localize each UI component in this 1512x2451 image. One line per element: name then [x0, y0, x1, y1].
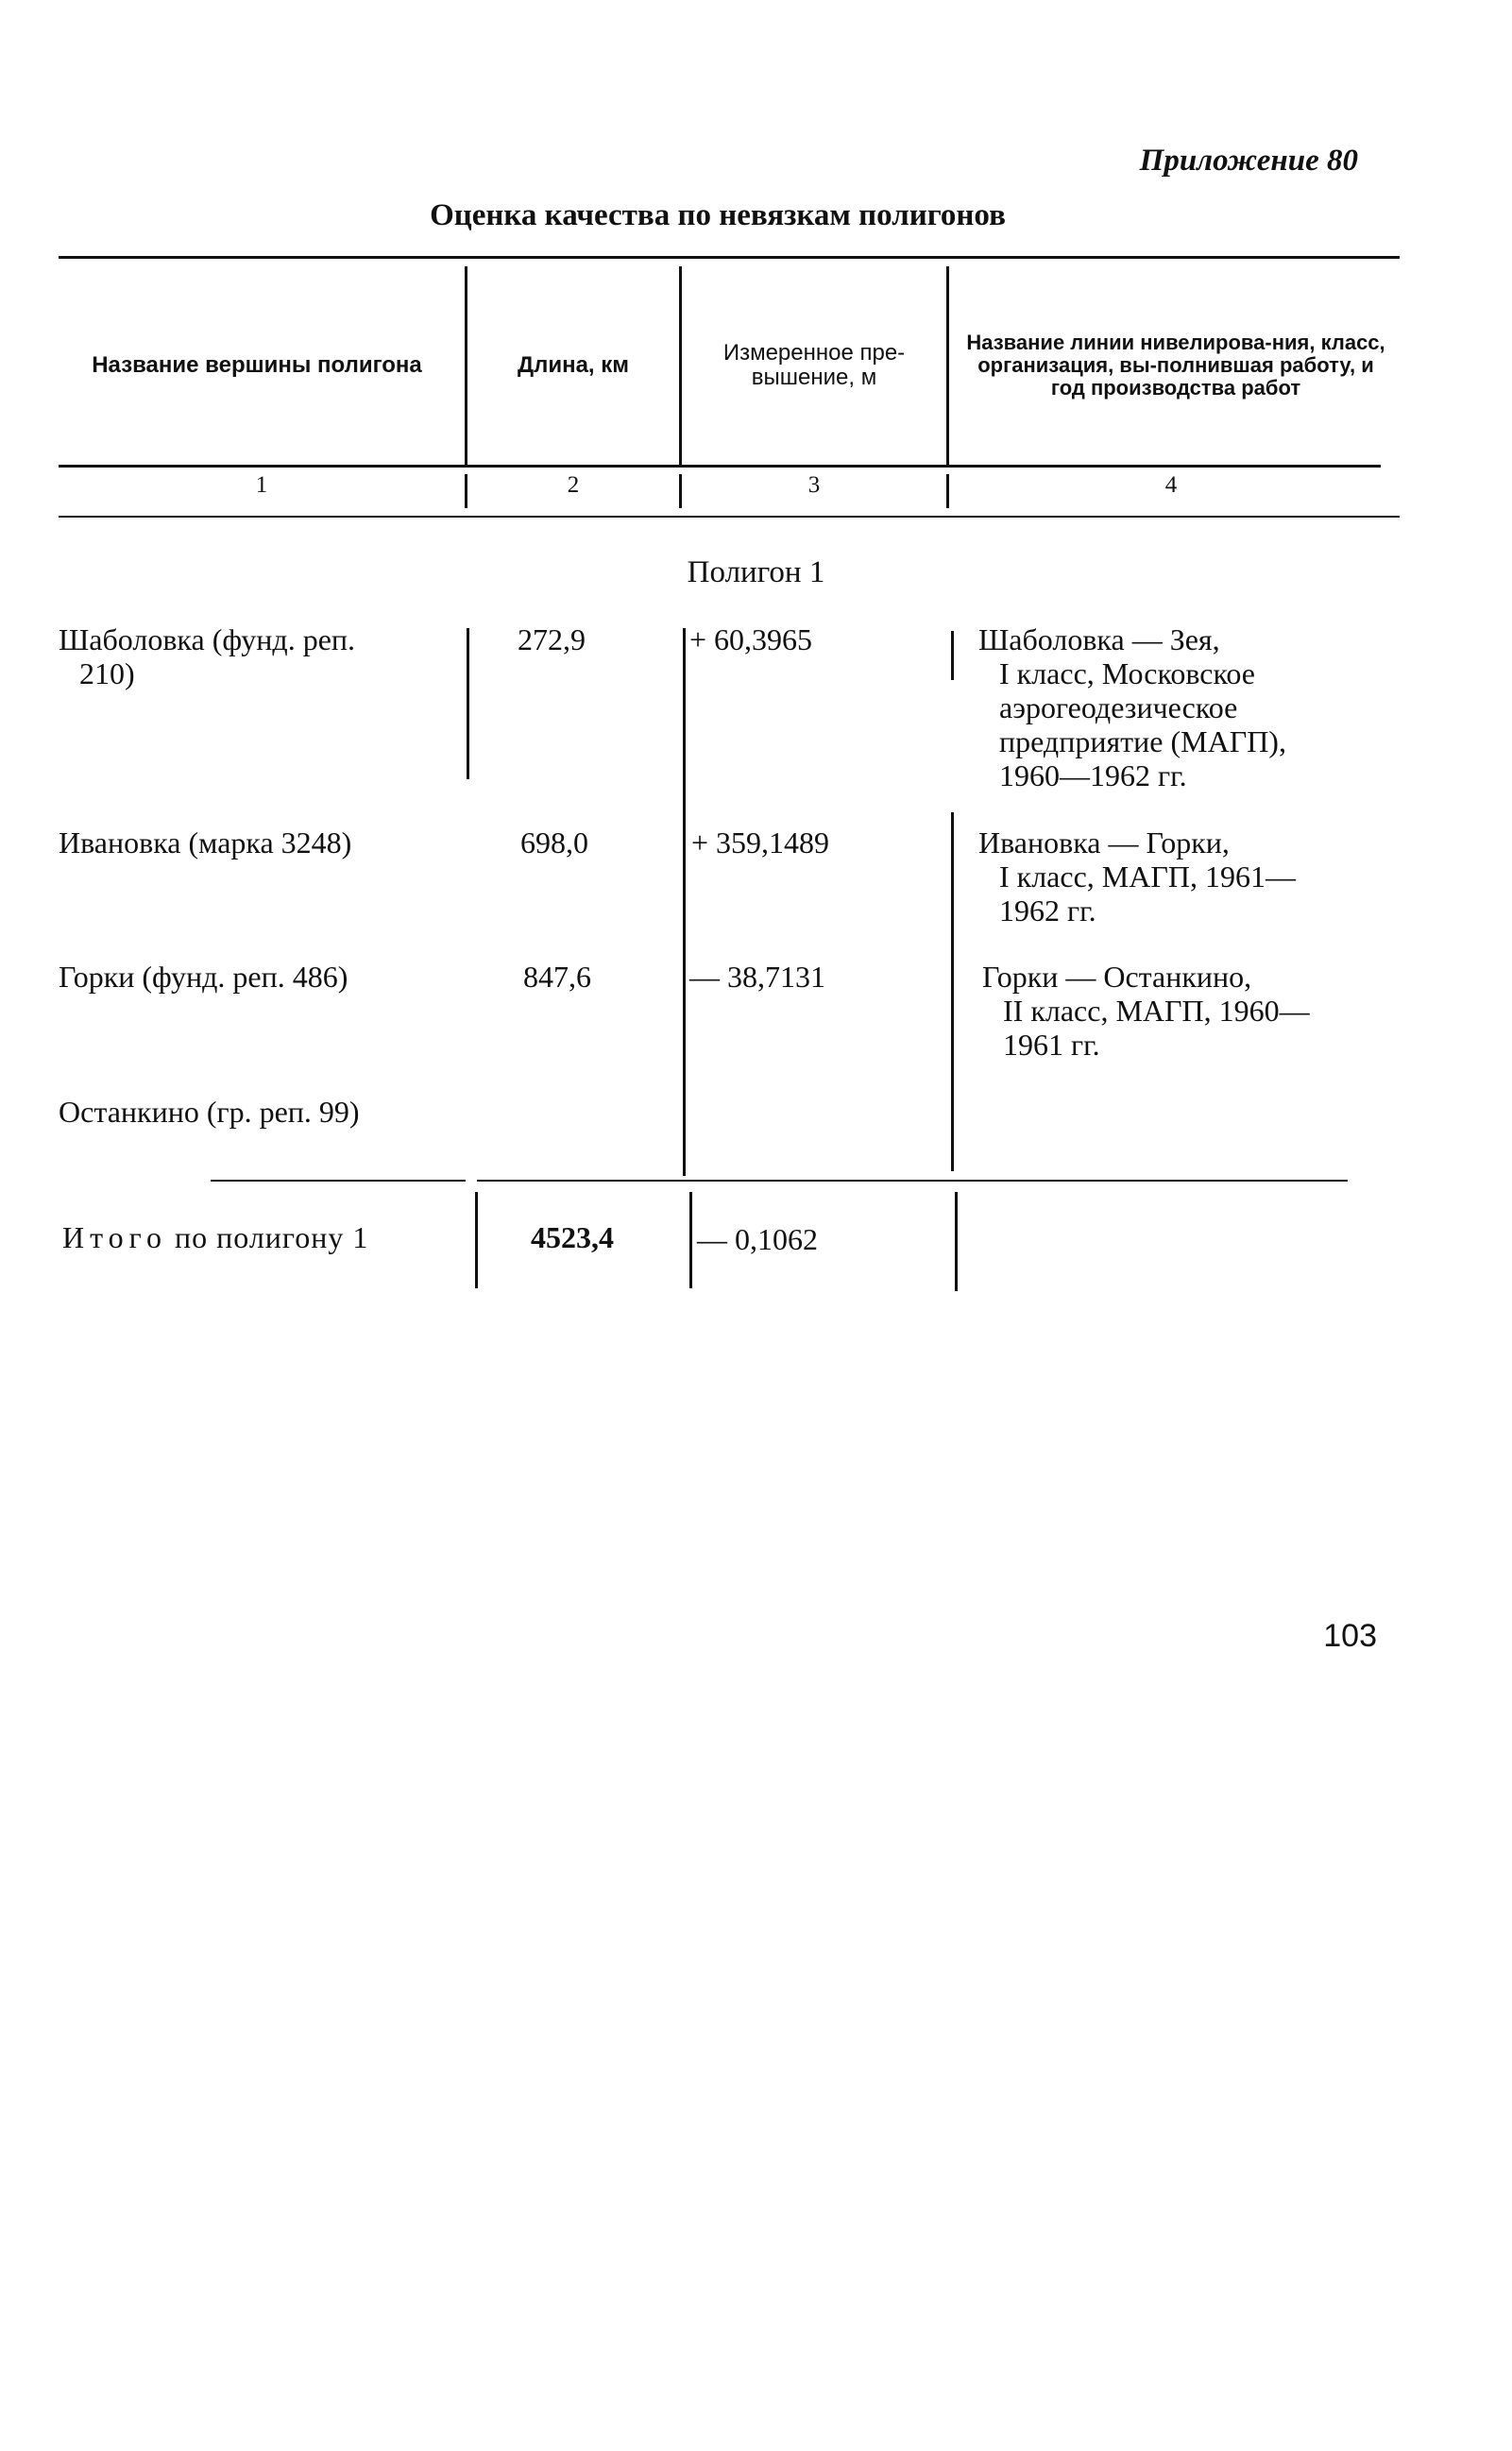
- appendix-label: Приложение 80: [1139, 144, 1358, 178]
- row-3-vertex: Горки (фунд. реп. 486): [59, 960, 348, 994]
- body-divider-1a: [467, 628, 469, 779]
- row-1-length: 272,9: [518, 622, 586, 656]
- row-3-line-info-2: II класс, МАГП, 1960—: [1003, 994, 1310, 1028]
- total-elevation: — 0,1062: [697, 1222, 818, 1256]
- page-number: 103: [1323, 1618, 1377, 1654]
- row-3-line-info-3: 1961 гг.: [1003, 1028, 1100, 1062]
- body-divider-3a: [951, 631, 954, 680]
- row-2-vertex: Ивановка (марка 3248): [59, 826, 352, 860]
- column-header-line-info: Название линии нивелирова-ния, класс, организация, вы-полнившая работу, и год производства работ: [966, 331, 1385, 400]
- row-1-line-info-1: Шаболовка — Зея,: [978, 622, 1220, 656]
- section-title: Полигон 1: [687, 555, 825, 589]
- row-3-length: 847,6: [523, 960, 591, 994]
- total-divider-1: [475, 1192, 478, 1288]
- row-2-line-info-2: I класс, МАГП, 1961—: [999, 860, 1296, 894]
- row-3-elevation: — 38,7131: [689, 960, 825, 994]
- row-1-line-info-3: аэрогеодезическое: [999, 690, 1238, 724]
- row-1-line-info-2: I класс, Московское: [999, 656, 1255, 690]
- row-1-vertex: [59, 622, 465, 690]
- total-length: 4523,4: [531, 1220, 614, 1254]
- row-2-line-info-1: Ивановка — Горки,: [978, 826, 1230, 860]
- row-1-line-info-5: 1960—1962 гг.: [999, 758, 1187, 792]
- total-rule-left: [211, 1180, 466, 1182]
- row-3-line-info-1: Горки — Останкино,: [982, 960, 1252, 994]
- total-label: [62, 1220, 368, 1254]
- total-divider-2: [689, 1192, 692, 1288]
- row-2-length: 698,0: [520, 826, 588, 860]
- row-2-elevation: + 359,1489: [691, 826, 830, 860]
- total-label-word: Итого: [62, 1220, 167, 1254]
- header-bottom-rule: [59, 465, 1381, 468]
- row-3-line-info: [982, 960, 1310, 1062]
- body-divider-2: [683, 628, 686, 1176]
- body-divider-3b: [951, 812, 954, 1171]
- total-label-rest: по полигону 1: [175, 1220, 369, 1254]
- table-title: Оценка качества по невязкам полигонов: [430, 198, 1006, 232]
- column-number-3: 3: [807, 472, 821, 498]
- column-header-vertex: Название вершины полигона: [92, 352, 422, 378]
- column-number-1: 1: [255, 472, 268, 498]
- column-number-4: 4: [1164, 472, 1178, 498]
- column-header-length: [467, 266, 679, 465]
- row-1-vertex-line2: 210): [79, 656, 135, 690]
- table-top-rule: [59, 256, 1400, 259]
- column-header-length-label: Длина, км: [517, 352, 630, 378]
- column-header-elevation: Измеренное пре-вышение, м: [722, 340, 906, 390]
- total-divider-3: [955, 1192, 958, 1291]
- row-4-vertex: Останкино (гр. реп. 99): [59, 1095, 360, 1129]
- row-1-elevation: + 60,3965: [689, 622, 813, 656]
- column-number-rule: [59, 516, 1400, 518]
- total-rule-right: [477, 1180, 1348, 1182]
- row-1-line-info-4: предприятие (МАГП),: [999, 724, 1286, 758]
- row-2-line-info-3: 1962 гг.: [999, 894, 1096, 928]
- row-2-line-info: [978, 826, 1296, 928]
- row-1-line-info: [978, 622, 1286, 792]
- column-number-2: 2: [567, 472, 580, 498]
- row-1-vertex-line1: Шаболовка (фунд. реп.: [59, 622, 356, 656]
